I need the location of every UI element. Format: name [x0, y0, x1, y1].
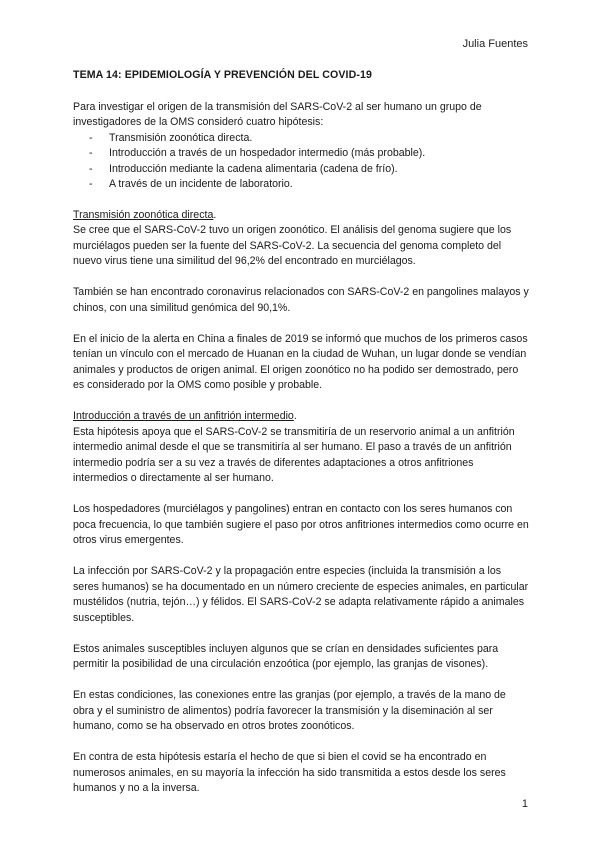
list-item	[73, 177, 529, 193]
header-author: Julia Fuentes	[462, 38, 528, 50]
hypotheses-list	[73, 131, 529, 193]
document-body	[73, 68, 529, 812]
hypothesis-text: Introducción a través de un hospedador intermedio (más probable).	[109, 147, 426, 159]
paragraph: En el inicio de la alerta en China a finales de 2019 se informó que muchos de los primeros casos tenían un vínculo con el mercado de Huanan en la ciudad de Wuhan, un lugar donde se vendían animales y productos de origen animal. El origen zoonótico no ha podido ser demostrado, pero es considerado por la OMS como posible y probable.	[73, 332, 528, 391]
intro-paragraph: Para investigar el origen de la transmisión del SARS-CoV-2 al ser humano un grupo de investigadores de la OMS consideró cuatro hipótesis:	[73, 100, 482, 128]
heading-period: .	[293, 410, 297, 422]
dash-bullet: -	[89, 131, 93, 144]
paragraph: Los hospedadores (murciélagos y pangolines) entran en contacto con los seres humanos con poca frecuencia, lo que también sugiere el paso por otros anfitriones intermedios como ocurre en otros virus emergentes.	[73, 503, 529, 546]
heading-period: .	[213, 208, 217, 221]
page-title: TEMA 14: EPIDEMIOLOGÍA Y PREVENCIÓN DEL COVID-19	[73, 69, 372, 81]
section-heading: Transmisión zoonótica directa	[73, 208, 214, 221]
hypothesis-text: Transmisión zoonótica directa.	[109, 131, 253, 144]
section-zoonotic-heading	[73, 208, 529, 224]
paragraph: En estas condiciones, las conexiones entre las granjas (por ejemplo, a través de la mano de obra y el suministro de alimentos) podría favorecer la transmisión y la diseminación al ser humano, como se ha observado en otros brotes zoonóticos.	[73, 689, 506, 732]
list-item	[73, 131, 529, 147]
paragraph: Se cree que el SARS-CoV-2 tuvo un origen zoonótico. El análisis del genoma sugiere que los murciélagos pueden ser la fuente del SARS-CoV-2. La secuencia del genoma completo del nuevo virus tiene una similitud del 96,2% del encontrado en murciélagos.	[73, 224, 512, 267]
section-intermediate-heading	[73, 409, 529, 425]
paragraph: También se han encontrado coronavirus relacionados con SARS-CoV-2 en pangolines malayos y chinos, con una similitud genómica del 90,1%.	[73, 286, 529, 314]
section-heading: Introducción a través de un anfitrión intermedio	[73, 410, 294, 422]
dash-bullet: -	[89, 178, 93, 190]
paragraph: Esta hipótesis apoya que el SARS-CoV-2 se transmitiría de un reservorio animal a un anfitrión intermedio animal desde el que se transmitiría al ser humano. El paso a través de un anfitrión intermedio podría ser a su vez a través de diferentes adaptaciones a otros anfitriones intermedios o directamente al ser humano.	[73, 425, 515, 484]
page-number: 1	[521, 798, 528, 810]
list-item	[73, 146, 529, 162]
paragraph: Estos animales susceptibles incluyen algunos que se crían en densidades suficientes para permitir la posibilidad de una circulación enzoótica (por ejemplo, las granjas de visones).	[73, 642, 499, 670]
hypothesis-text: A través de un incidente de laboratorio.	[109, 178, 293, 190]
paragraph: La infección por SARS-CoV-2 y la propagación entre especies (incluida la transmisión a los seres humanos) se ha documentado en un número creciente de especies animales, en particular mustélidos (nutria, tejón…) y félidos. El SARS-CoV-2 se adapta relativamente rápido a animales susceptibles.	[73, 565, 529, 624]
list-item	[73, 162, 529, 178]
dash-bullet: -	[89, 162, 93, 175]
hypothesis-text: Introducción mediante la cadena alimentaria (cadena de frío).	[109, 162, 398, 175]
paragraph: En contra de esta hipótesis estaría el hecho de que si bien el covid se ha encontrado en numerosos animales, en su mayoría la infección ha sido transmitida a estos desde los seres humanos y no a la inversa.	[73, 751, 506, 794]
dash-bullet: -	[89, 147, 93, 159]
